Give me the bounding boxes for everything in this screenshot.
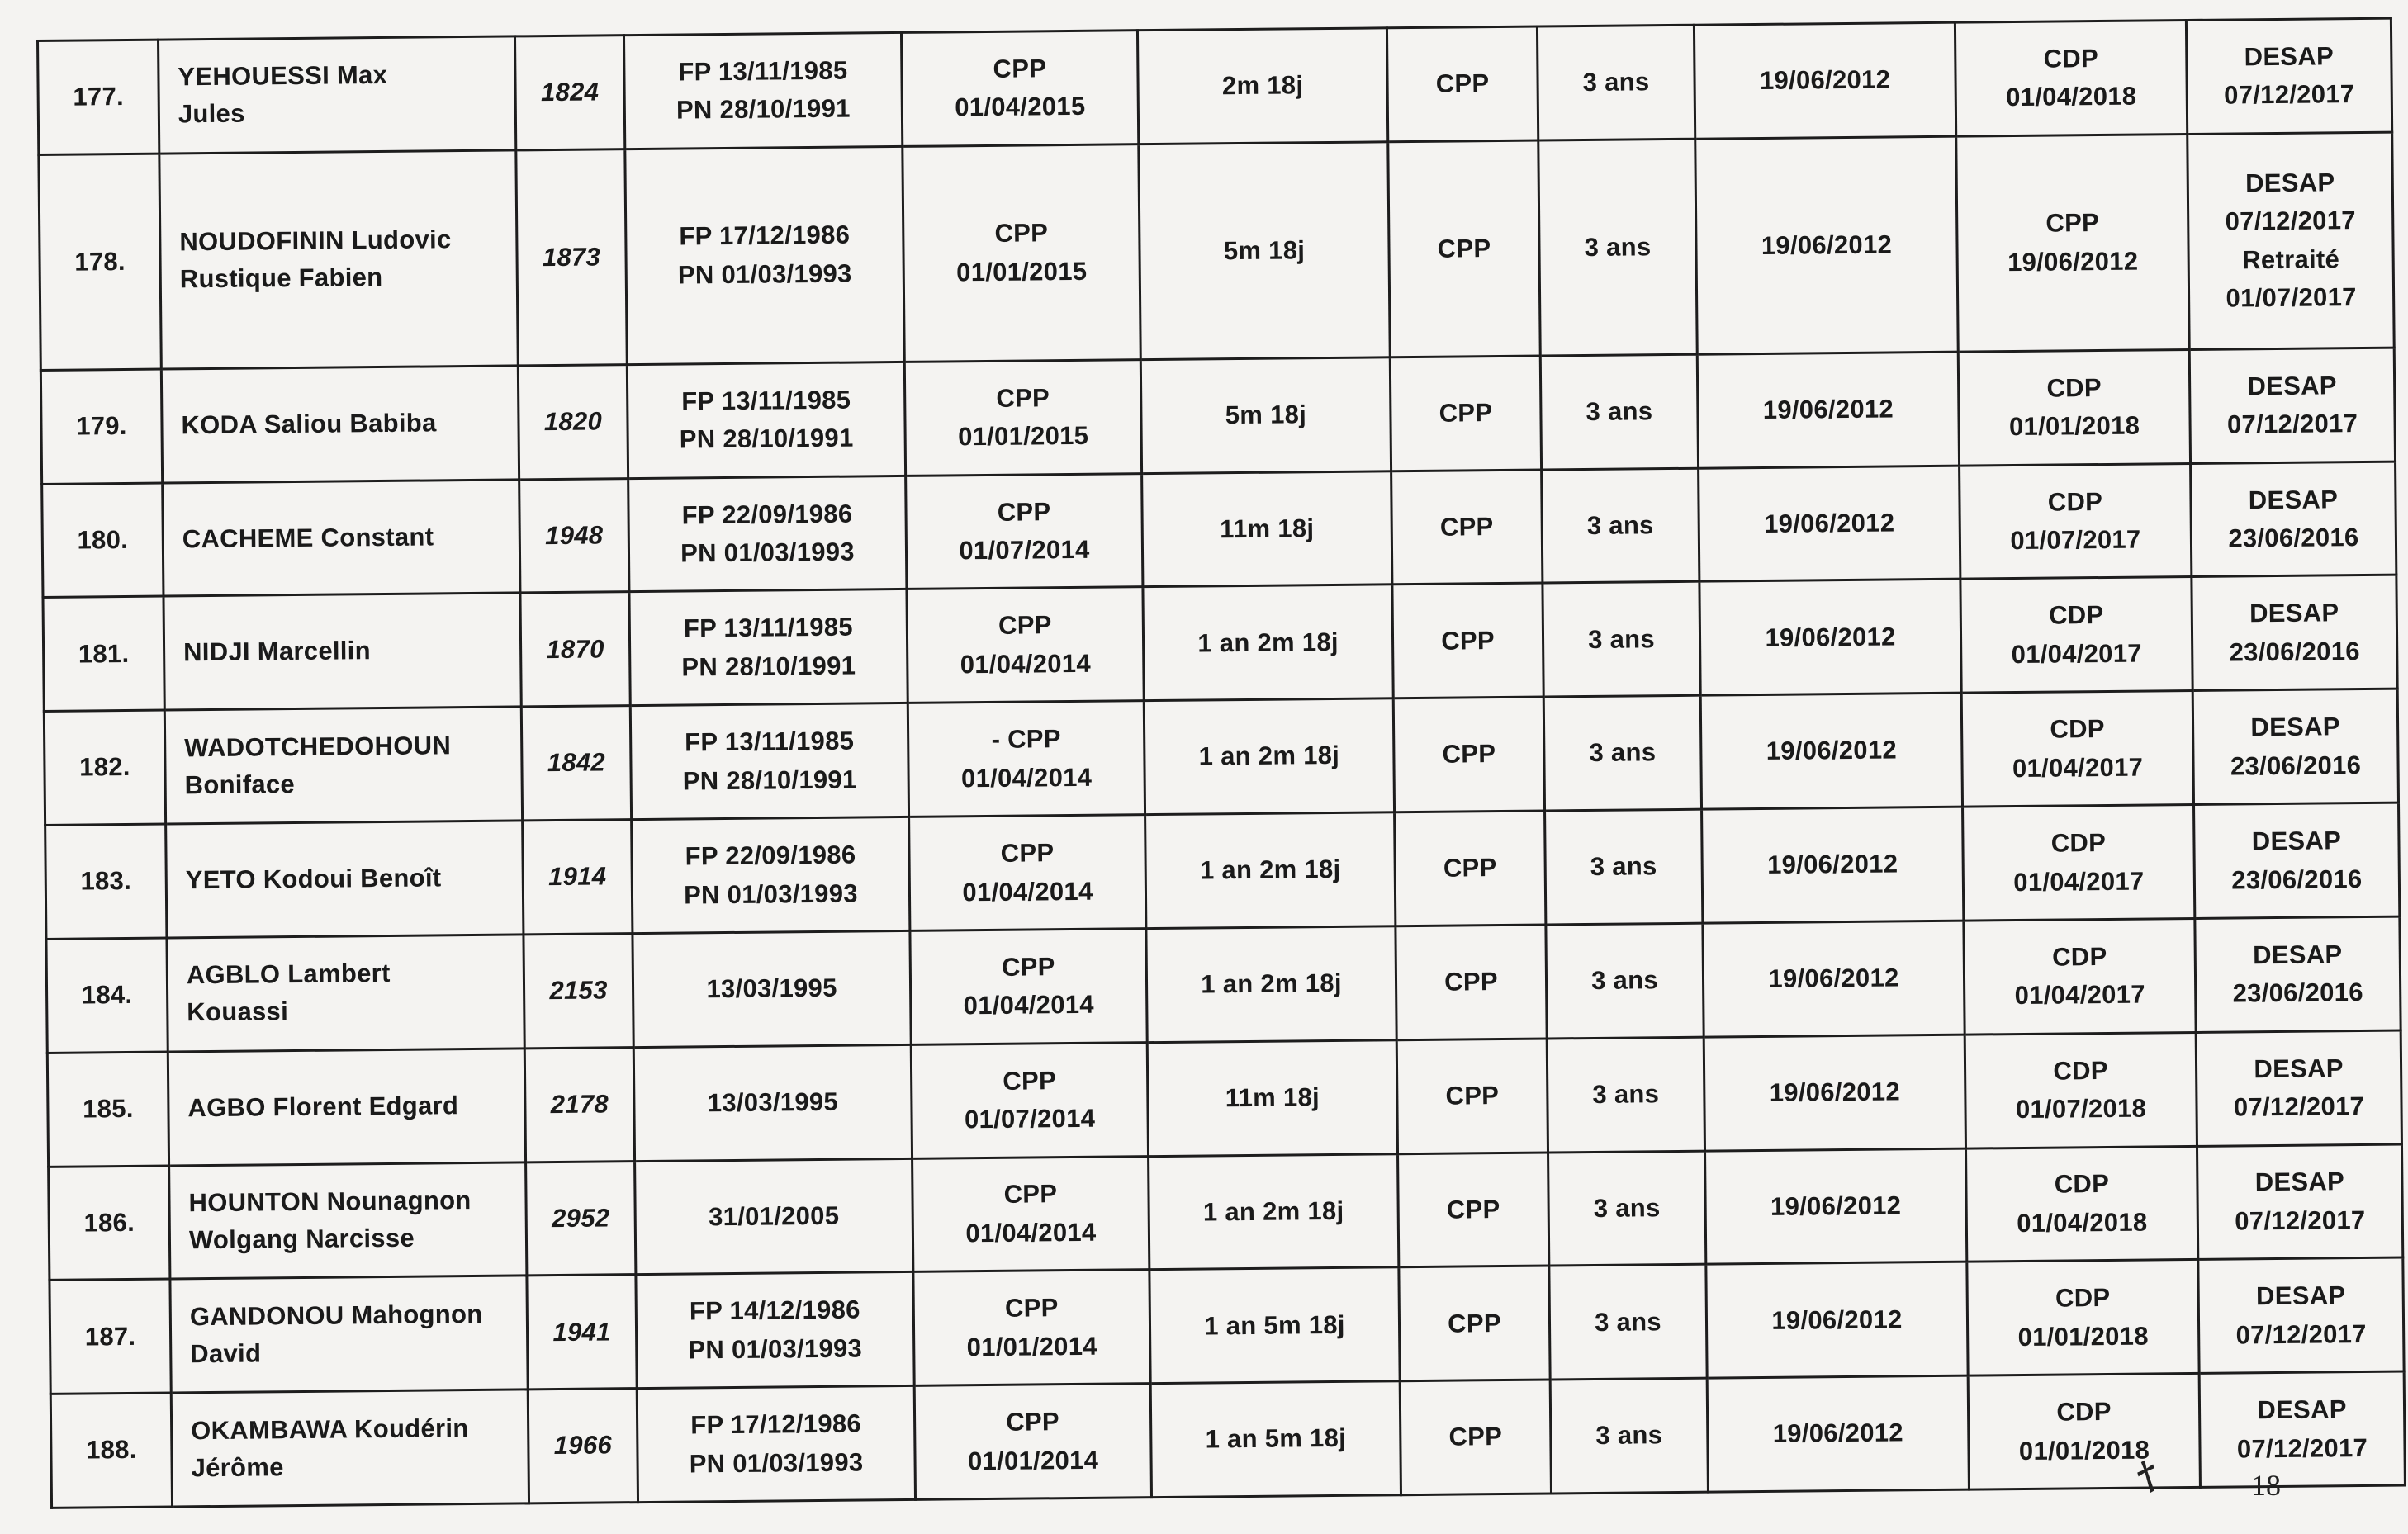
observation-line: DESAP (2252, 940, 2343, 970)
proposed-grade-cell (1960, 577, 2192, 693)
current-grade-cell (904, 360, 1141, 476)
corps-cell: CPP (1392, 584, 1543, 699)
name-cell (166, 821, 524, 938)
duration-cell: 1 an 2m 18j (1144, 698, 1394, 815)
corps-cell: CPP (1390, 356, 1541, 471)
proposed-grade-line: CDP (2043, 43, 2099, 73)
table-row (43, 575, 2397, 712)
appointment-date-cell: 19/06/2012 (1700, 693, 1962, 809)
name-line: NOUDOFININ Ludovic (179, 225, 452, 257)
observation-line: 23/06/2016 (2230, 750, 2362, 781)
entry-dates-cell (627, 362, 905, 478)
appointment-date-cell: 19/06/2012 (1702, 807, 1964, 923)
seniority-cell: 3 ans (1537, 25, 1695, 140)
duration-cell: 11m 18j (1142, 471, 1392, 587)
proposed-grade-cell (1968, 1374, 2200, 1490)
entry-dates-cell (635, 1158, 913, 1275)
corps-cell: CPP (1393, 697, 1544, 812)
seniority-cell: 3 ans (1549, 1265, 1707, 1380)
proposed-grade-line: CDP (2048, 600, 2104, 631)
current-grade-line: 01/01/2015 (957, 421, 1089, 452)
seniority-cell: 3 ans (1546, 923, 1704, 1039)
row-number-cell: 188. (50, 1393, 172, 1508)
table-row (50, 1257, 2404, 1394)
table-row (44, 689, 2398, 825)
observation-line: DESAP (2255, 1281, 2346, 1311)
current-grade-line: CPP (996, 383, 1050, 413)
current-grade-line: 01/07/2014 (964, 1103, 1096, 1134)
seniority-cell: 3 ans (1545, 809, 1703, 925)
seniority-cell: 3 ans (1540, 354, 1698, 470)
current-grade-cell (906, 473, 1143, 589)
matricule-cell: 2952 (526, 1161, 636, 1276)
observation-cell (2189, 348, 2395, 463)
observation-cell (2186, 18, 2391, 134)
proposed-grade-line: CDP (2054, 1169, 2110, 1200)
entry-dates-cell (625, 146, 904, 364)
entry-dates-cell (633, 930, 911, 1047)
proposed-grade-cell (1964, 918, 2196, 1034)
entry-dates-line: FP 13/11/1985 (683, 612, 854, 643)
appointment-date-cell: 19/06/2012 (1705, 1148, 1967, 1265)
current-grade-line: CPP (1003, 1065, 1057, 1096)
proposed-grade-line: 01/04/2017 (2012, 752, 2144, 783)
observation-line: 07/12/2017 (2235, 1319, 2367, 1350)
observation-cell (2191, 462, 2396, 577)
entry-dates-line: FP 13/11/1985 (678, 55, 848, 87)
document-page (36, 17, 2404, 1509)
duration-cell: 1 an 5m 18j (1149, 1267, 1400, 1384)
name-line: HOUNTON Nounagnon (188, 1186, 472, 1218)
entry-dates-line: PN 01/03/1993 (677, 258, 852, 290)
matricule-cell: 1873 (516, 149, 627, 365)
entry-dates-cell (629, 589, 908, 706)
entry-dates-cell (637, 1386, 915, 1503)
observation-cell (2197, 1144, 2402, 1260)
proposed-grade-cell (1955, 21, 2187, 136)
observation-line: DESAP (2250, 712, 2340, 742)
observation-line: DESAP (2248, 484, 2339, 514)
name-line: Kouassi (187, 997, 289, 1027)
appointment-date-cell: 19/06/2012 (1704, 1035, 1965, 1151)
entry-dates-line: FP 17/12/1986 (690, 1409, 862, 1440)
matricule-cell: 1820 (518, 365, 628, 480)
matricule-cell: 2178 (524, 1047, 634, 1162)
proposed-grade-line: 01/04/2017 (2011, 638, 2142, 669)
proposed-grade-line: CDP (2046, 372, 2102, 403)
proposed-grade-line: CDP (2051, 941, 2107, 972)
observation-cell (2194, 803, 2400, 918)
duration-cell: 1 an 2m 18j (1146, 926, 1396, 1043)
name-cell (159, 150, 518, 369)
current-grade-cell (909, 815, 1146, 931)
table-row (45, 803, 2400, 939)
corps-cell: CPP (1395, 811, 1546, 926)
name-cell (163, 480, 520, 597)
current-grade-line: 01/01/2014 (967, 1445, 1099, 1475)
matricule-cell: 1870 (520, 592, 630, 707)
observation-line: Retraité (2242, 244, 2340, 275)
proposed-grade-line: 01/01/2018 (2008, 410, 2140, 442)
current-grade-line: 01/04/2014 (963, 990, 1095, 1020)
proposed-grade-cell (1956, 134, 2189, 352)
entry-dates-line: PN 01/03/1993 (683, 878, 858, 910)
observation-cell (2192, 575, 2397, 691)
name-line: David (190, 1338, 262, 1369)
name-line: WADOTCHEDOHOUN (184, 730, 452, 763)
seniority-cell: 3 ans (1542, 468, 1699, 584)
row-number-cell: 185. (47, 1052, 168, 1167)
current-grade-line: CPP (994, 218, 1049, 249)
current-grade-line: CPP (1000, 838, 1055, 868)
current-grade-cell (914, 1384, 1151, 1500)
current-grade-line: CPP (1004, 1293, 1059, 1323)
entry-dates-line: 13/03/1995 (707, 1087, 839, 1118)
row-number-cell: 180. (42, 483, 164, 598)
name-line: CACHEME Constant (182, 522, 434, 553)
matricule-cell: 1966 (528, 1389, 638, 1503)
current-grade-line: 01/01/2015 (956, 256, 1088, 287)
row-number-cell: 182. (44, 710, 165, 825)
proposed-grade-cell (1958, 349, 2190, 465)
name-line: GANDONOU Mahognon (189, 1299, 483, 1332)
name-line: NIDJI Marcellin (182, 636, 372, 667)
seniority-cell: 3 ans (1538, 139, 1697, 356)
proposed-grade-cell (1967, 1260, 2199, 1375)
observation-line: DESAP (2251, 826, 2342, 856)
entry-dates-cell (633, 1044, 912, 1161)
current-grade-line: 01/04/2014 (962, 876, 1093, 907)
name-cell (164, 593, 521, 710)
row-number-cell: 179. (40, 369, 162, 484)
proposed-grade-line: 01/01/2018 (2017, 1321, 2149, 1352)
name-cell (164, 707, 522, 824)
name-cell (161, 366, 519, 483)
entry-dates-cell (623, 32, 902, 149)
observation-cell (2196, 1030, 2401, 1146)
appointment-date-cell: 19/06/2012 (1695, 136, 1958, 354)
duration-cell: 5m 18j (1139, 142, 1390, 360)
proposed-grade-line: CDP (2055, 1283, 2111, 1313)
corps-cell: CPP (1396, 925, 1547, 1040)
current-grade-line: CPP (998, 610, 1052, 641)
seniority-cell: 3 ans (1543, 582, 1700, 698)
current-grade-cell (913, 1270, 1150, 1386)
observation-line: 23/06/2016 (2228, 523, 2359, 553)
current-grade-cell (907, 587, 1144, 703)
observation-line: 07/12/2017 (2236, 1432, 2368, 1464)
corps-cell: CPP (1398, 1153, 1549, 1268)
name-cell (171, 1390, 529, 1507)
matricule-cell: 1824 (514, 36, 624, 150)
name-line: YETO Kodoui Benoît (185, 863, 442, 895)
proposed-grade-line: 01/01/2018 (2018, 1435, 2150, 1465)
observation-line: 01/07/2017 (2226, 282, 2357, 313)
corps-cell: CPP (1400, 1380, 1551, 1495)
name-line: AGBLO Lambert (186, 959, 391, 990)
observation-cell (2195, 916, 2401, 1032)
current-grade-line: - CPP (991, 724, 1061, 755)
current-grade-line: CPP (993, 54, 1047, 83)
table-row (46, 916, 2401, 1053)
seniority-cell: 3 ans (1550, 1378, 1708, 1494)
current-grade-cell (908, 701, 1145, 817)
proposed-grade-line: 01/04/2018 (2006, 81, 2137, 112)
observation-line: 23/06/2016 (2231, 864, 2363, 895)
corps-cell: CPP (1388, 140, 1540, 357)
duration-cell: 2m 18j (1137, 28, 1387, 144)
row-number-cell: 177. (38, 40, 159, 154)
row-number-cell: 184. (46, 938, 168, 1053)
observation-line: DESAP (2247, 371, 2337, 401)
observation-cell (2192, 689, 2398, 804)
row-number-cell: 187. (50, 1279, 171, 1394)
name-line: Jules (178, 98, 245, 129)
proposed-grade-line: CDP (2053, 1055, 2108, 1086)
current-grade-cell (901, 31, 1138, 147)
entry-dates-cell (628, 476, 907, 592)
current-grade-cell (903, 144, 1140, 362)
observation-line: 07/12/2017 (2225, 206, 2356, 236)
name-line: Jérôme (191, 1451, 284, 1482)
matricule-cell: 1914 (523, 820, 633, 935)
seniority-cell: 3 ans (1547, 1037, 1704, 1153)
entry-dates-cell (632, 817, 910, 934)
duration-cell: 5m 18j (1140, 357, 1391, 474)
personnel-table (36, 17, 2406, 1509)
observation-line: DESAP (2244, 41, 2335, 72)
observation-line: 07/12/2017 (2233, 1091, 2365, 1122)
current-grade-line: 01/04/2014 (965, 1217, 1097, 1248)
current-grade-line: CPP (1006, 1407, 1060, 1437)
proposed-grade-line: 01/04/2017 (2014, 979, 2145, 1011)
matricule-cell: 1842 (521, 706, 631, 821)
current-grade-cell (910, 929, 1147, 1045)
observation-line: 23/06/2016 (2232, 978, 2363, 1008)
entry-dates-line: FP 14/12/1986 (689, 1295, 860, 1326)
observation-cell (2199, 1371, 2405, 1487)
proposed-grade-line: 01/07/2018 (2015, 1093, 2147, 1124)
current-grade-line: 01/04/2014 (960, 762, 1093, 793)
observation-line: 07/12/2017 (2226, 409, 2358, 439)
entry-dates-cell (636, 1272, 914, 1389)
observation-line: DESAP (2257, 1394, 2347, 1425)
proposed-grade-line: 01/04/2018 (2017, 1207, 2148, 1238)
table-row (38, 18, 2392, 154)
name-cell (159, 36, 516, 154)
entry-dates-line: FP 17/12/1986 (679, 220, 851, 251)
row-number-cell: 186. (49, 1166, 170, 1281)
entry-dates-line: PN 01/03/1993 (688, 1333, 863, 1365)
name-line: Wolgang Narcisse (188, 1223, 415, 1255)
name-cell (168, 1049, 525, 1166)
page-number: 18 (2251, 1469, 2281, 1502)
observation-line: DESAP (2254, 1167, 2345, 1197)
duration-cell: 1 an 5m 18j (1150, 1381, 1401, 1498)
entry-dates-line: FP 13/11/1985 (681, 385, 851, 416)
duration-cell: 1 an 2m 18j (1149, 1153, 1399, 1270)
corps-cell: CPP (1396, 1039, 1548, 1154)
appointment-date-cell: 19/06/2012 (1703, 921, 1965, 1037)
observation-cell (2198, 1257, 2404, 1373)
name-line: YEHOUESSI Max (178, 60, 388, 92)
seniority-cell: 3 ans (1543, 695, 1701, 811)
entry-dates-line: PN 01/03/1993 (689, 1447, 864, 1479)
name-line: Rustique Fabien (179, 262, 383, 294)
table-row (49, 1144, 2403, 1281)
proposed-grade-line: 01/04/2017 (2013, 866, 2145, 897)
appointment-date-cell: 19/06/2012 (1706, 1262, 1968, 1378)
seniority-cell: 3 ans (1548, 1151, 1706, 1266)
name-cell (170, 1276, 528, 1393)
entry-dates-line: FP 22/09/1986 (685, 840, 856, 871)
entry-dates-cell (630, 703, 908, 820)
appointment-date-cell: 19/06/2012 (1699, 580, 1961, 696)
entry-dates-line: FP 22/09/1986 (681, 499, 853, 530)
current-grade-line: 01/04/2014 (960, 648, 1092, 679)
duration-cell: 11m 18j (1147, 1039, 1397, 1156)
proposed-grade-cell (1965, 1146, 2197, 1262)
observation-line: DESAP (2244, 168, 2335, 198)
name-line: AGBO Florent Edgard (187, 1090, 459, 1122)
table-row (39, 132, 2394, 370)
appointment-date-cell: 19/06/2012 (1697, 352, 1959, 468)
corps-cell: CPP (1399, 1266, 1550, 1381)
observation-line: 07/12/2017 (2224, 79, 2355, 110)
entry-dates-line: PN 28/10/1991 (675, 93, 851, 125)
matricule-cell: 1948 (519, 478, 629, 593)
table-row (40, 348, 2395, 484)
proposed-grade-cell (1960, 463, 2192, 579)
appointment-date-cell: 19/06/2012 (1707, 1375, 1969, 1492)
observation-line: 23/06/2016 (2229, 636, 2360, 667)
corps-cell: CPP (1386, 26, 1538, 142)
name-line: Boniface (184, 769, 296, 800)
observation-cell (2188, 132, 2394, 349)
proposed-grade-line: CDP (2050, 828, 2107, 858)
appointment-date-cell: 19/06/2012 (1699, 466, 1960, 582)
current-grade-line: 01/01/2014 (966, 1331, 1097, 1362)
entry-dates-line: 13/03/1995 (706, 973, 837, 1004)
table-row (47, 1030, 2401, 1167)
matricule-cell: 2153 (524, 934, 633, 1049)
proposed-grade-line: 19/06/2012 (2007, 246, 2139, 277)
proposed-grade-cell (1965, 1032, 2197, 1148)
current-grade-line: 01/04/2015 (955, 92, 1086, 122)
current-grade-cell (912, 1156, 1149, 1272)
entry-dates-line: FP 13/11/1985 (685, 726, 855, 757)
name-cell (167, 935, 524, 1052)
observation-line: 07/12/2017 (2235, 1205, 2366, 1236)
appointment-date-cell: 19/06/2012 (1694, 22, 1955, 139)
proposed-grade-cell (1963, 805, 2195, 921)
observation-line: DESAP (2249, 598, 2339, 628)
current-grade-line: 01/07/2014 (959, 534, 1090, 566)
table-row (50, 1371, 2405, 1508)
handwritten-initials: † (2127, 1451, 2167, 1500)
observation-line: DESAP (2254, 1053, 2344, 1083)
entry-dates-line: PN 01/03/1993 (680, 537, 856, 568)
current-grade-line: CPP (997, 496, 1051, 527)
duration-cell: 1 an 2m 18j (1145, 812, 1396, 929)
proposed-grade-cell (1961, 691, 2193, 807)
proposed-grade-line: 01/07/2017 (2010, 524, 2141, 556)
name-line: OKAMBAWA Koudérin (191, 1413, 469, 1445)
entry-dates-line: 31/01/2005 (708, 1200, 840, 1231)
current-grade-line: CPP (1003, 1179, 1058, 1210)
name-line: KODA Saliou Babiba (181, 408, 437, 440)
proposed-grade-line: CDP (2047, 486, 2103, 517)
proposed-grade-line: CPP (2045, 208, 2100, 238)
table-body (38, 18, 2406, 1508)
row-number-cell: 181. (43, 597, 164, 712)
proposed-grade-line: CDP (2056, 1397, 2112, 1427)
proposed-grade-line: CDP (2050, 714, 2105, 744)
row-number-cell: 178. (39, 154, 161, 370)
matricule-cell: 1941 (527, 1275, 637, 1390)
entry-dates-line: PN 28/10/1991 (681, 651, 856, 682)
table-row (42, 462, 2396, 598)
row-number-cell: 183. (45, 824, 167, 939)
entry-dates-line: PN 28/10/1991 (679, 423, 854, 454)
name-cell (169, 1162, 527, 1279)
current-grade-line: CPP (1001, 952, 1055, 982)
entry-dates-line: PN 28/10/1991 (682, 765, 857, 796)
current-grade-cell (911, 1042, 1148, 1158)
duration-cell: 1 an 2m 18j (1143, 585, 1393, 701)
corps-cell: CPP (1391, 470, 1543, 585)
